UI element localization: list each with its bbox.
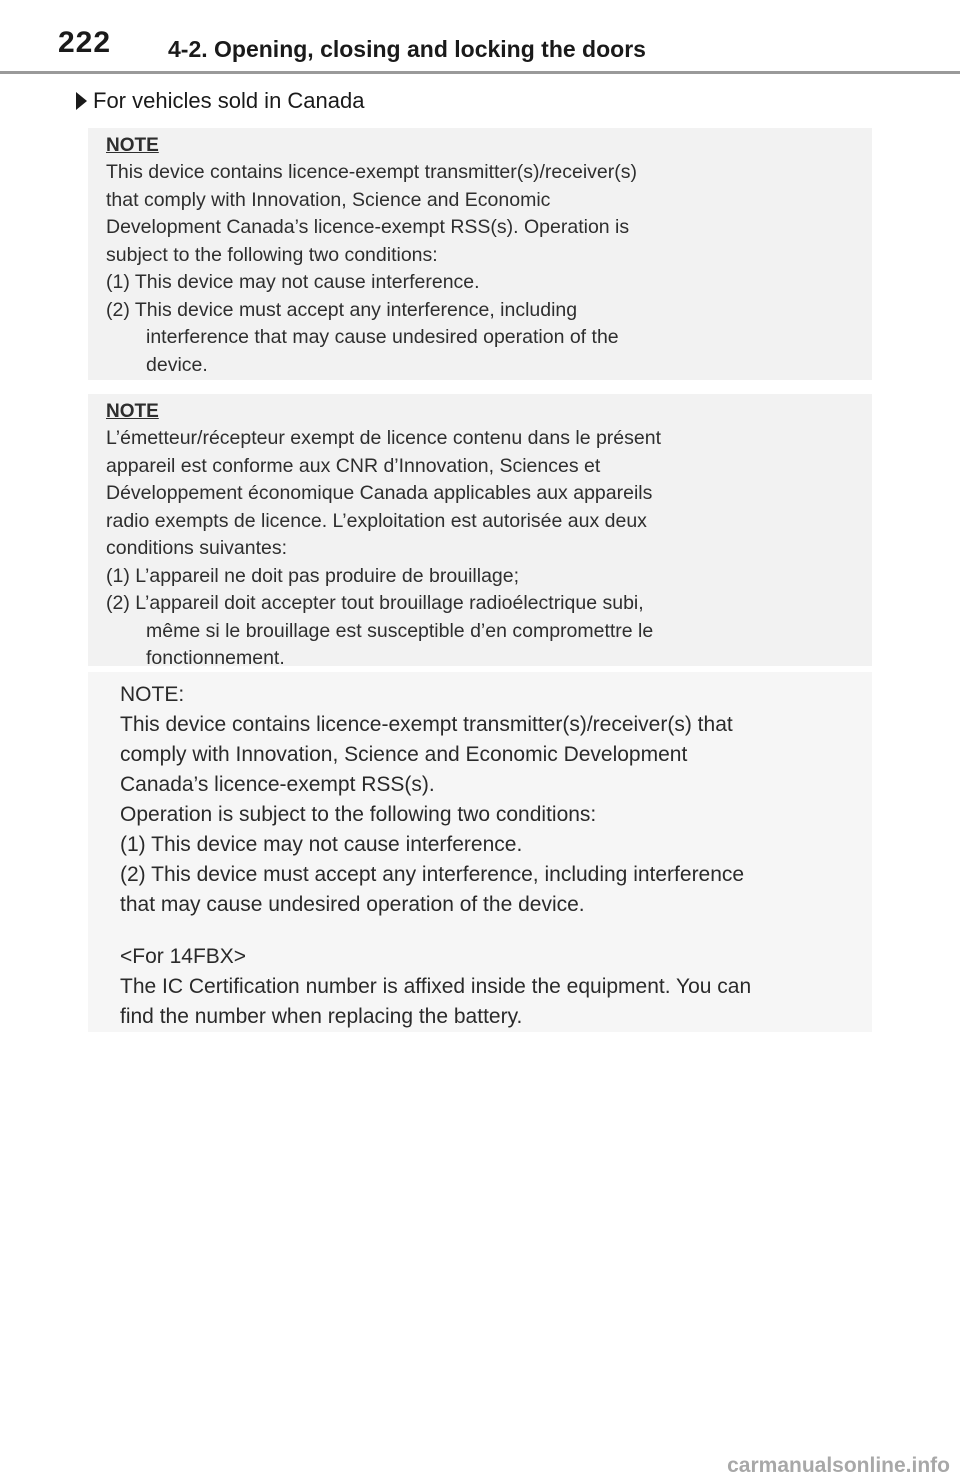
note-box-french — [88, 394, 872, 669]
note-line: Canada’s licence-exempt RSS(s). — [120, 773, 435, 796]
note-line: This device contains licence-exempt transmitter(s)/receiver(s) — [106, 161, 637, 183]
note-line: L’émetteur/récepteur exempt de licence contenu dans le présent — [106, 427, 662, 449]
cert-line: The IC Certification number is affixed inside the equipment. You can — [120, 975, 752, 998]
footer-brand: carmanualsonline.info — [727, 1454, 950, 1477]
note-line: (1) This device may not cause interference. — [106, 271, 480, 293]
note-line: that comply with Innovation, Science and Economic — [106, 188, 551, 211]
note-heading: NOTE — [106, 401, 159, 422]
note-line: (2) This device must accept any interference, including — [106, 298, 578, 321]
note-line: interference that may cause undesired operation of the — [146, 326, 619, 348]
note-line: fonctionnement. — [146, 647, 285, 669]
section-title: 4-2. Opening, closing and locking the doors — [168, 36, 646, 62]
triangle-bullet-icon — [76, 92, 87, 110]
note-line: Operation is subject to the following two conditions: — [120, 803, 597, 826]
subheading-text: For vehicles sold in Canada — [93, 88, 365, 113]
note-line: Développement économique Canada applicables aux appareils — [106, 482, 653, 504]
page-number: 222 — [58, 26, 112, 59]
note-line: même si le brouillage est susceptible d’en compromettre le — [146, 619, 654, 642]
note-line: radio exempts de licence. L’exploitation est autorisée aux deux — [106, 509, 647, 532]
note-box-ic-certification — [88, 672, 872, 1032]
note-line: (1) L’appareil ne doit pas produire de brouillage; — [106, 564, 520, 587]
cert-line: find the number when replacing the battery. — [120, 1005, 523, 1028]
note-line: conditions suivantes: — [106, 537, 288, 559]
note-line: subject to the following two conditions: — [106, 243, 438, 266]
note-line: (1) This device may not cause interference. — [120, 833, 523, 856]
note-heading: NOTE — [106, 135, 159, 156]
note-line: comply with Innovation, Science and Economic Development — [120, 743, 688, 766]
note-line: that may cause undesired operation of the device. — [120, 893, 585, 916]
note-line: (2) This device must accept any interference, including interference — [120, 863, 745, 886]
note-box-english — [88, 128, 872, 380]
page-header — [0, 0, 960, 74]
note-line: NOTE: — [120, 683, 185, 706]
model-label: <For 14FBX> — [120, 945, 247, 968]
note-line: device. — [146, 353, 208, 376]
note-line: (2) L’appareil doit accepter tout brouillage radioélectrique subi, — [106, 592, 644, 614]
subheading — [76, 88, 364, 114]
note-line: This device contains licence-exempt transmitter(s)/receiver(s) that — [120, 713, 733, 736]
note-line: Development Canada’s licence-exempt RSS(s). Operation is — [106, 216, 630, 238]
spacer — [120, 920, 872, 942]
note-line: appareil est conforme aux CNR d’Innovation, Sciences et — [106, 454, 601, 477]
